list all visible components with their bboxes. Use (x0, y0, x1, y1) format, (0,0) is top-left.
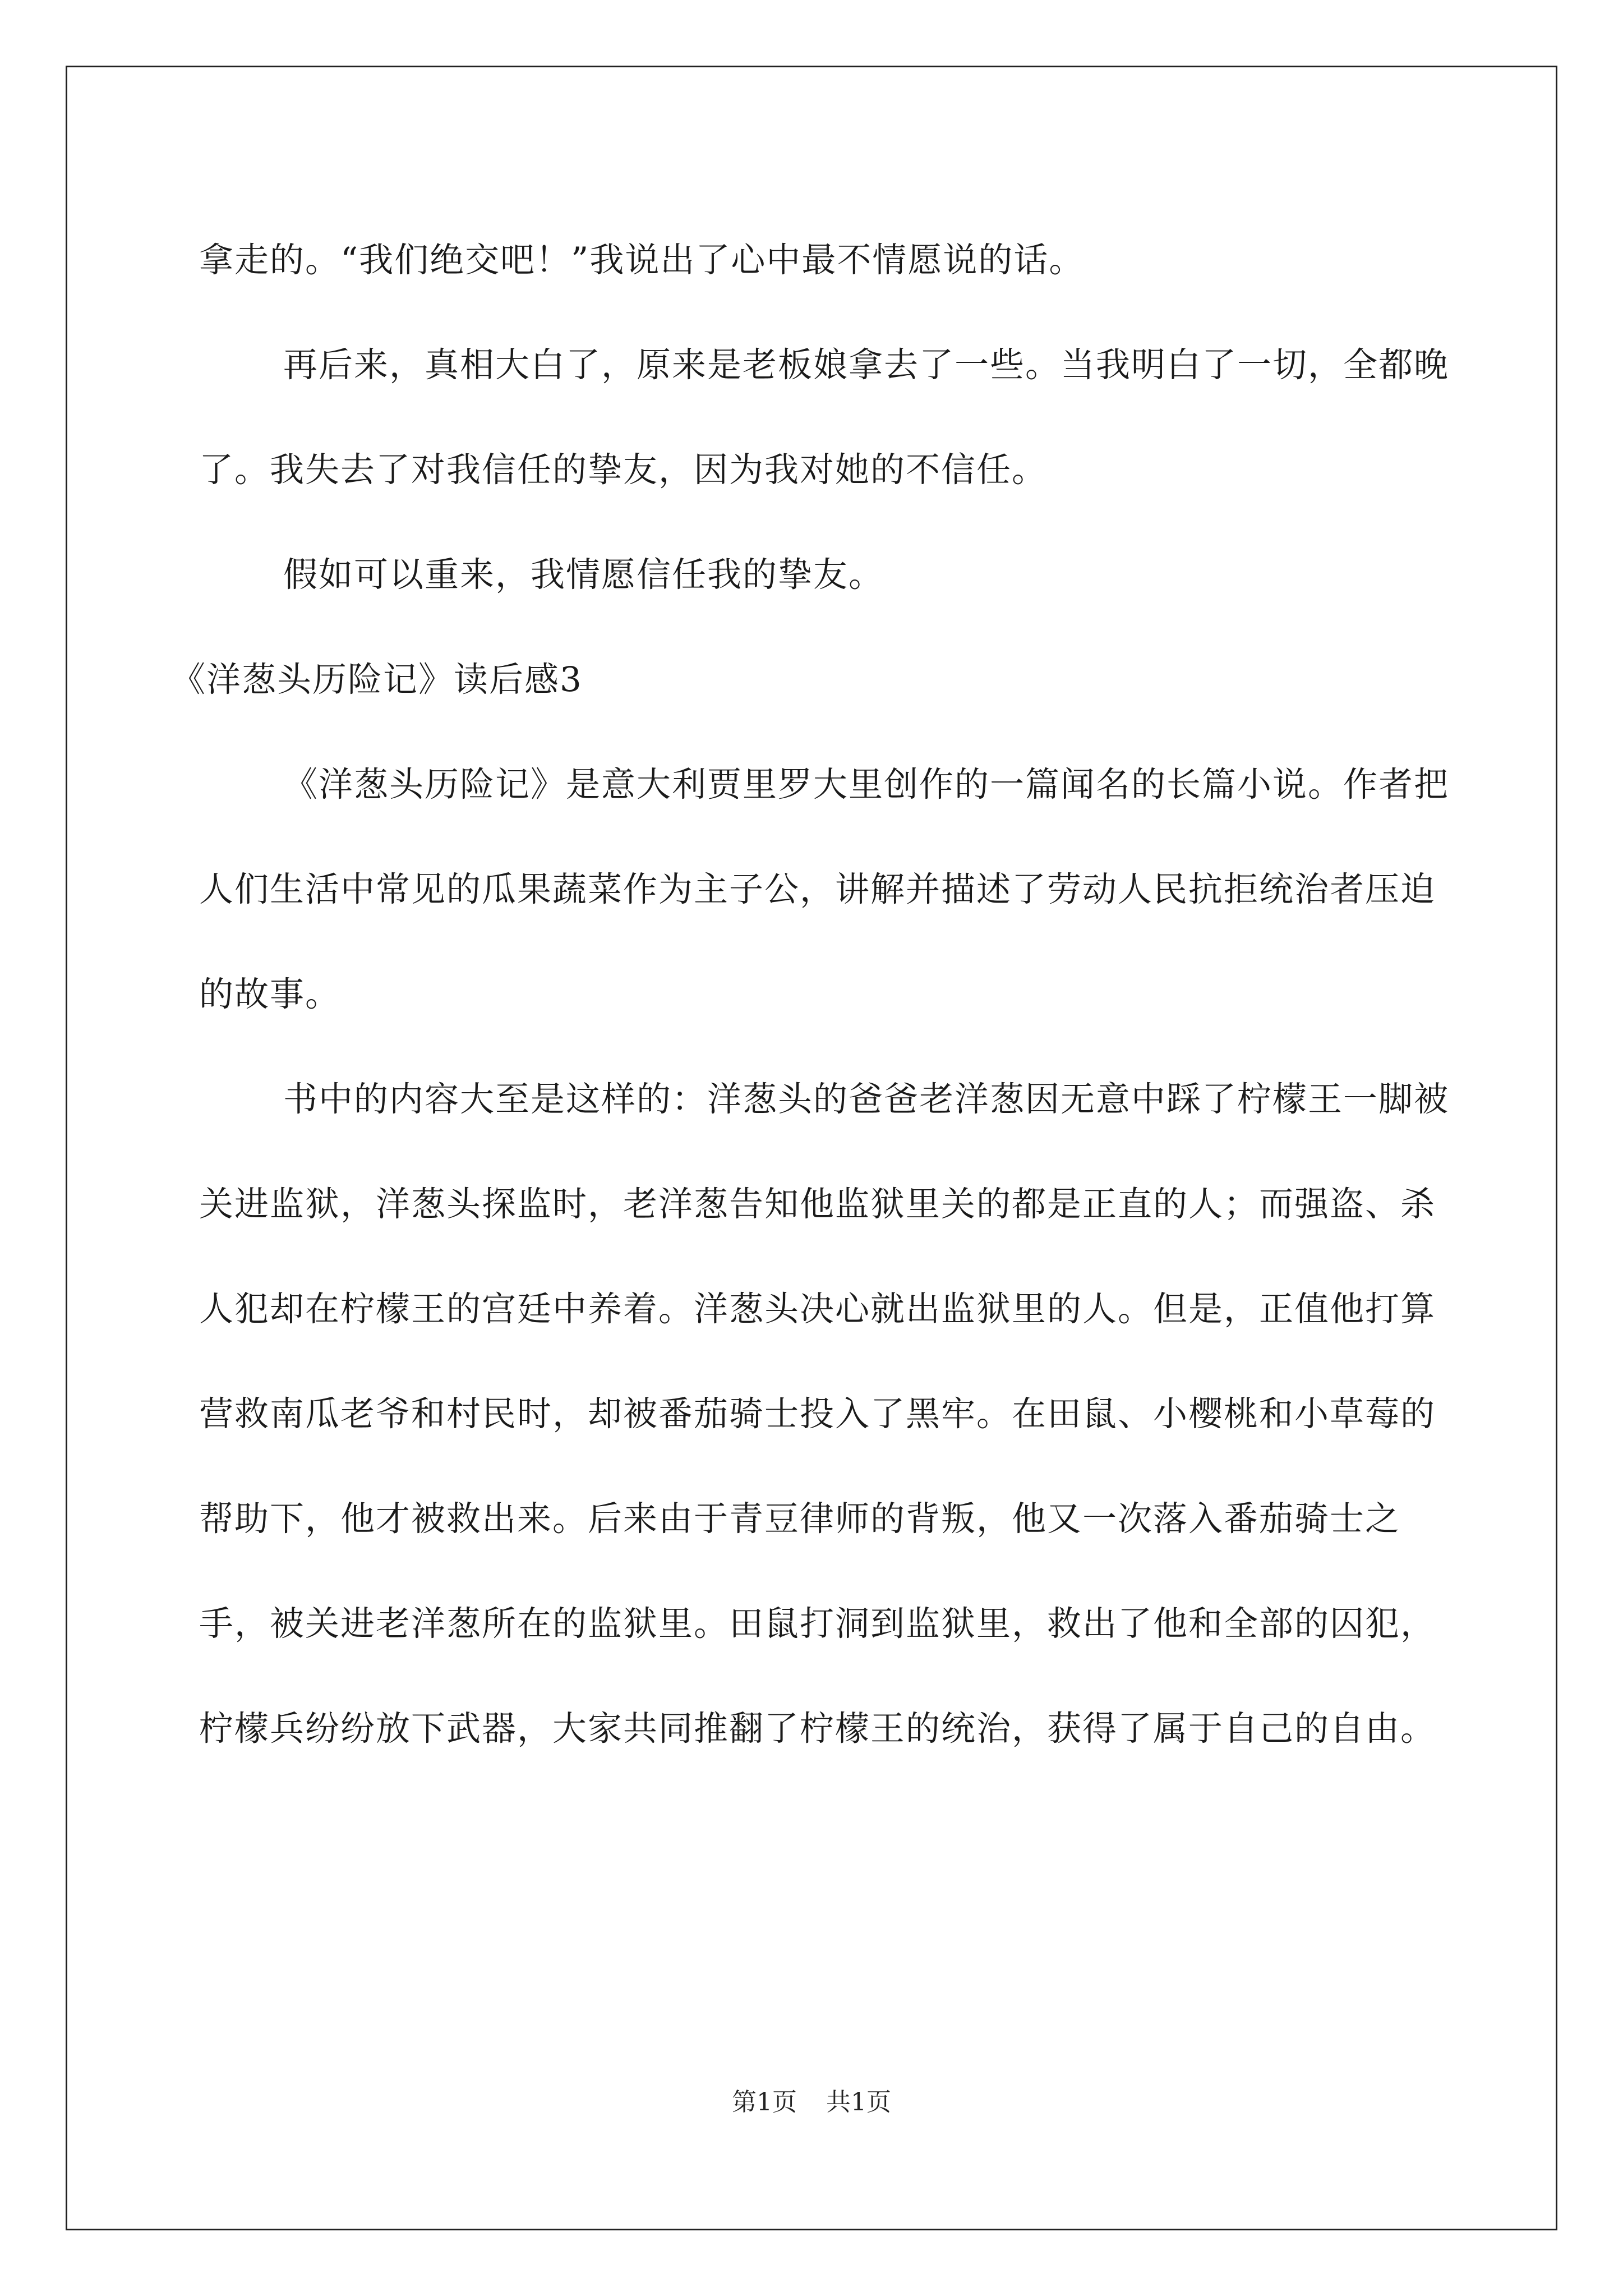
paragraph: 假如可以重来，我情愿信任我的挚友。 (283, 555, 884, 595)
paragraph: 《洋葱头历险记》是意大利贾里罗大里创作的一篇闻名的长篇小说。作者把人们生活中常见的瓜果蔬菜作为主子公，讲解并描述了劳动人民抗拒统治者压迫的故事。 (199, 765, 1450, 1014)
section-heading: 《洋葱头历险记》读后感3 (171, 660, 583, 700)
page-number-total: 共1页 (826, 2088, 891, 2116)
page-footer (0, 2086, 1623, 2119)
paragraph: 书中的内容大至是这样的：洋葱头的爸爸老洋葱因无意中踩了柠檬王一脚被关进监狱，洋葱头探监时，老洋葱告知他监狱里关的都是正直的人；而强盗、杀人犯却在柠檬王的宫廷中养着。洋葱头决心就出监狱里的人。但是，正值他打算营救南瓜老爷和村民时，却被番茄骑士投入了黑牢。在田鼠、小樱桃和小草莓的帮助下，他才被救出来。后来由于青豆律师的背叛，他又一次落入番茄骑士之手，被关进老洋葱所在的监狱里。田鼠打洞到监狱里，救出了他和全部的囚犯，柠檬兵纷纷放下武器，大家共同推翻了柠檬王的统治，获得了属于自己的自由。 (199, 1079, 1450, 1749)
paragraph: 再后来，真相大白了，原来是老板娘拿去了一些。当我明白了一切，全都晚了。我失去了对我信任的挚友，因为我对她的不信任。 (199, 345, 1450, 490)
document-body (171, 208, 1455, 1781)
page-number-current: 第1页 (732, 2088, 797, 2116)
paragraph-continuation: 拿走的。“我们绝交吧！”我说出了心中最不情愿说的话。 (199, 240, 1085, 280)
